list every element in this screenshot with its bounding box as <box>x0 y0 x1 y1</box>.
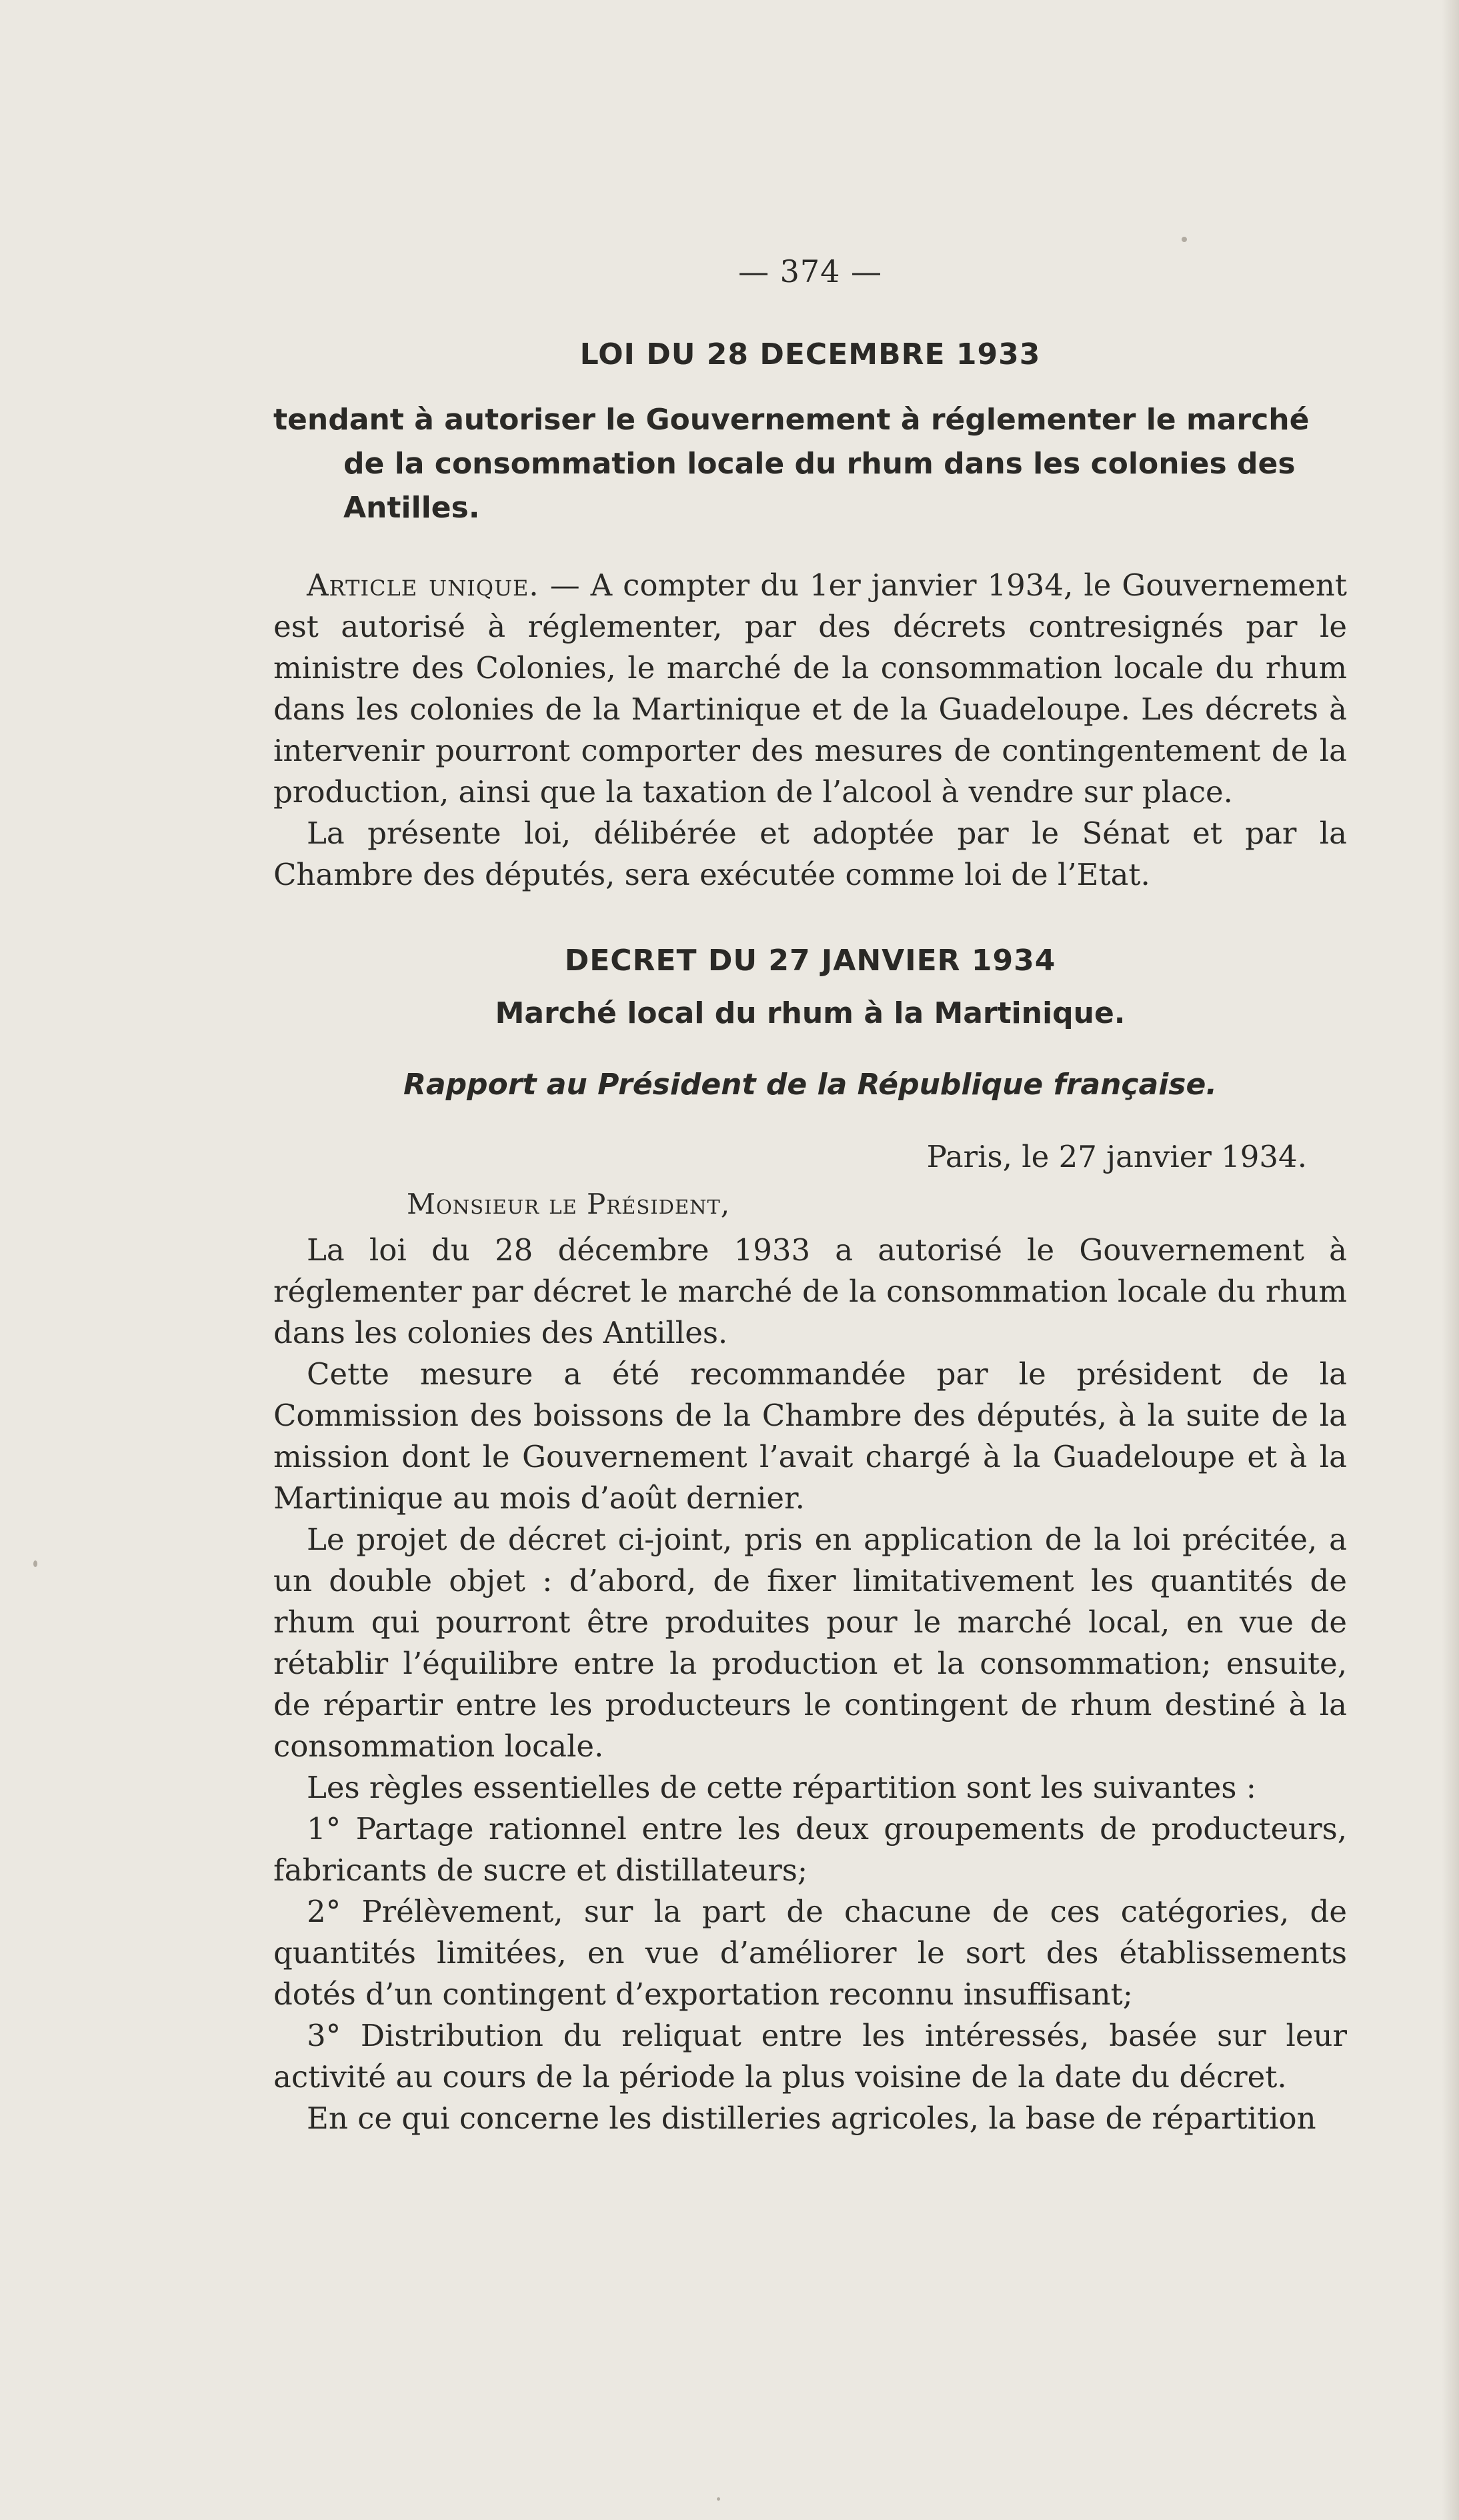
page-number: — 374 — <box>738 253 883 289</box>
article-unique <box>273 565 1347 813</box>
law-subtitle-line-1: tendant à autoriser le Gouvernement à réglementer le marché <box>273 403 1310 437</box>
decree-title: DECRET DU 27 JANVIER 1934 <box>564 944 1056 978</box>
page-content <box>273 253 1347 2139</box>
law-subtitle <box>273 398 1347 530</box>
rapport-list-item: 1° Partage rationnel entre les deux groupements de producteurs, fabricants de sucre et distillateurs; <box>273 1811 1347 1888</box>
paper-speck <box>1182 237 1187 242</box>
rapport-list-item: 2° Prélèvement, sur la part de chacune de ces catégories, de quantités limitées, en vue d’améliorer le sort des établissements dotés d’un contingent d’exportation reconnu insuffisant; <box>273 1894 1347 2012</box>
article-text: — A compter du 1er janvier 1934, le Gouvernement est autorisé à réglementer, par des décrets contresignés par le ministre des Colonies, le marché de la consommation locale du rhum dans les colonies de la Martinique et de la Guadeloupe. Les décrets à intervenir pourront comporter des mesures de contingentement de la production, ainsi que la taxation de l’alcool à vendre sur place. <box>273 567 1348 810</box>
decree-subtitle: Marché local du rhum à la Martinique. <box>495 996 1126 1030</box>
paper-speck <box>33 1560 37 1567</box>
rapport-paragraph: En ce qui concerne les distilleries agricoles, la base de répartition <box>307 2101 1316 2136</box>
salutation: Monsieur le Président, <box>407 1188 731 1220</box>
rapport-paragraph: Les règles essentielles de cette répartition sont les suivantes : <box>307 1770 1256 1805</box>
rapport-list-item: 3° Distribution du reliquat entre les intéressés, basée sur leur activité au cours de la période la plus voisine de la date du décret. <box>273 2018 1347 2095</box>
rapport-paragraph: La loi du 28 décembre 1933 a autorisé le Gouvernement à réglementer par décret le marché de la consommation locale du rhum dans les colonies des Antilles. <box>273 1232 1347 1350</box>
paper-speck <box>717 2497 720 2501</box>
law-subtitle-line-3: Antilles. <box>343 491 480 525</box>
dateline: Paris, le 27 janvier 1934. <box>926 1139 1307 1174</box>
rapport-paragraph: Le projet de décret ci-joint, pris en application de la loi précitée, a un double objet : d’abord, de fixer limitativement les quantités de rhum qui pourront être produites pour le marché local, en vue de rétablir l’équilibre entre la production et la consommation; ensuite, de répartir entre les producteurs le contingent de rhum destiné à la consommation locale. <box>273 1522 1347 1764</box>
article-label: Article unique. <box>307 567 539 603</box>
law-closing-paragraph: La présente loi, délibérée et adoptée par le Sénat et par la Chambre des députés, sera exécutée comme loi de l’Etat. <box>273 816 1347 892</box>
law-subtitle-line-2: de la consommation locale du rhum dans les colonies des <box>343 447 1296 481</box>
rapport-paragraph: Cette mesure a été recommandée par le président de la Commission des boissons de la Chambre des députés, à la suite de la mission dont le Gouvernement l’avait chargé à la Guadeloupe et à la Martinique au mois d’août dernier. <box>273 1356 1347 1516</box>
law-title: LOI DU 28 DECEMBRE 1933 <box>579 337 1041 371</box>
page-edge-shadow <box>1442 0 1459 2520</box>
rapport-heading: Rapport au Président de la République française. <box>403 1068 1218 1102</box>
